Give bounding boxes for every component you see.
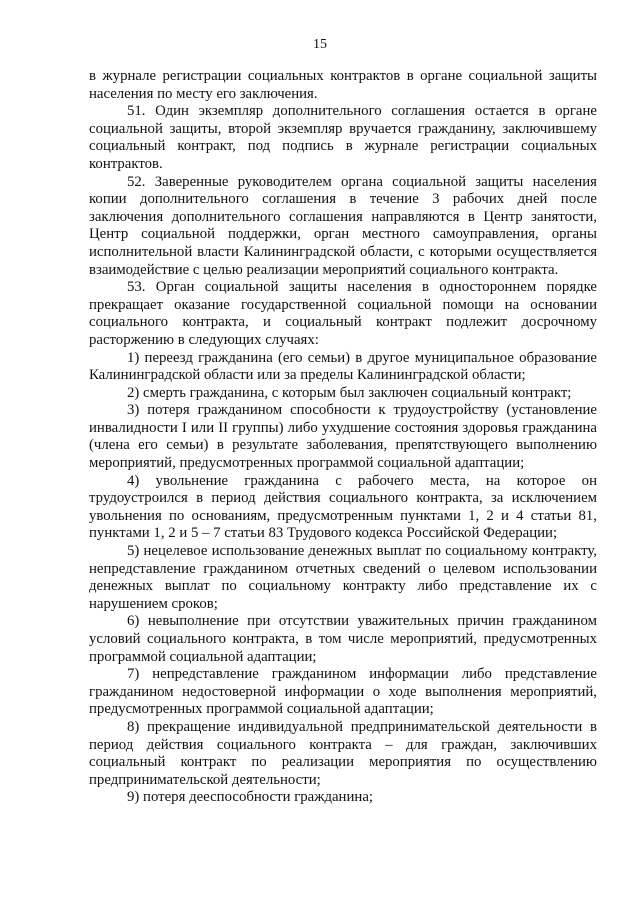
paragraph-item-53: 53. Орган социальной защиты населения в одностороннем порядке прекращает оказание государственной социальной помощи на основании социального контракта, и социальный контракт подлежит досрочному расторжению в следующих случаях: (89, 279, 597, 348)
list-item-2: 2) смерть гражданина, с которым был заключен социальный контракт; (127, 384, 572, 401)
paragraph-continuation: в журнале регистрации социальных контрактов в органе социальной защиты населения по месту его заключения. (89, 68, 597, 102)
list-item-5: 5) нецелевое использование денежных выплат по социальному контракту, непредставление гражданином отчетных сведений о целевом использовании денежных выплат по социальному контракту либо представление их с нарушением сроков; (89, 543, 597, 612)
list-item-9: 9) потеря дееспособности гражданина; (127, 789, 373, 806)
document-body (89, 68, 597, 807)
list-item-1: 1) переезд гражданина (его семьи) в другое муниципальное образование Калининградской области или за пределы Калининградской области; (89, 349, 597, 384)
list-item-6: 6) невыполнение при отсутствии уважительных причин гражданином условий социального контракта, в том числе мероприятий, предусмотренных программой социальной адаптации; (89, 613, 597, 665)
list-item-3: 3) потеря гражданином способности к трудоустройству (установление инвалидности I или II группы) либо ухудшение состояния здоровья гражданина (члена его семьи) в результате заболевания, препятствующего выполнению мероприятий, предусмотренных программой социальной адаптации; (89, 402, 597, 472)
paragraph-item-51: 51. Один экземпляр дополнительного соглашения остается в органе социальной защиты, второй экземпляр вручается гражданину, заключившему социальный контракт, под подпись в журнале регистрации социальных контрактов. (89, 103, 597, 172)
paragraph-item-52: 52. Заверенные руководителем органа социальной защиты населения копии дополнительного соглашения в течение 3 рабочих дней после заключения дополнительного соглашения направляются в Центр занятости, Центр социальной поддержки, орган местного самоуправления, органы исполнительной власти Калининградской области, с которыми осуществляется взаимодействие с целью реализации мероприятий социального контракта. (89, 173, 597, 278)
list-item-8: 8) прекращение индивидуальной предпринимательской деятельности в период действия социального контракта – для граждан, заключивших социальный контракт по реализации мероприятия по осуществлению предпринимательской деятельности; (89, 718, 597, 788)
list-item-4: 4) увольнение гражданина с рабочего места, на которое он трудоустроился в период действия социального контракта, за исключением увольнения по основаниям, предусмотренным пунктами 1, 2 и 4 статьи 81, пунктами 1, 2 и 5 – 7 статьи 83 Трудового кодекса Российской Федерации; (89, 472, 597, 542)
page-number: 15 (313, 37, 327, 52)
list-item-7: 7) непредставление гражданином информации либо представление гражданином недостоверной информации о ходе выполнения мероприятий, предусмотренных программой социальной адаптации; (89, 666, 597, 718)
